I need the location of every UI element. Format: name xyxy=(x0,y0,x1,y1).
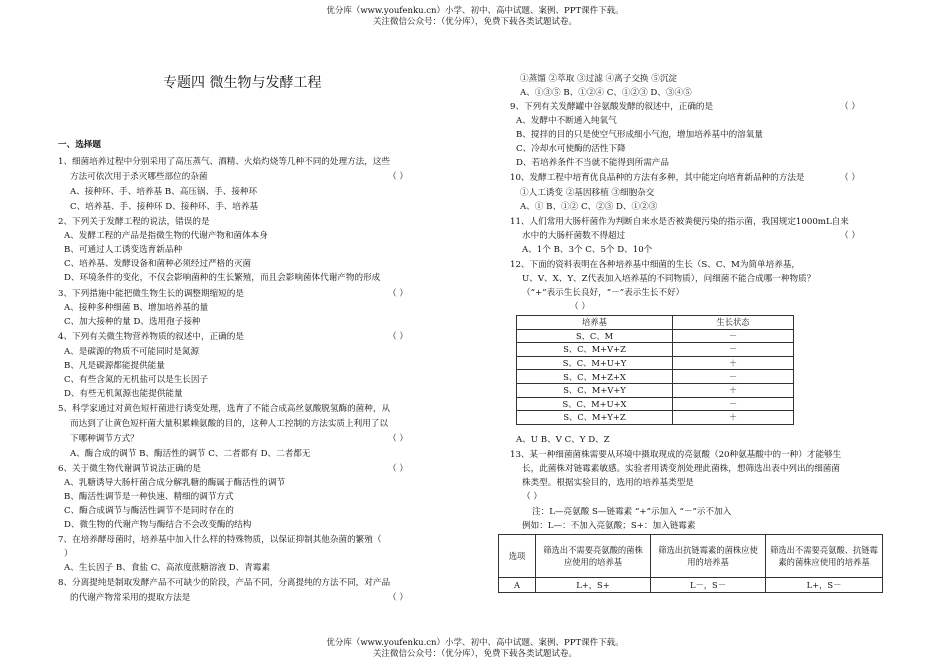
table-row xyxy=(517,411,794,425)
page-title: 专题四 微生物与发酵工程 xyxy=(163,75,322,91)
answer-bracket: （ ） xyxy=(388,593,408,603)
footer-line-1: 优分库（www.youfenku.cn）小学、初中、高中试题、案例、PPT课件下载。 xyxy=(326,638,624,648)
answer-bracket: （ ） xyxy=(840,102,860,112)
table-header-cell: 培养基 xyxy=(517,316,673,330)
table-cell: － xyxy=(673,370,794,384)
table-row xyxy=(517,397,794,411)
table-row xyxy=(517,383,794,397)
table-header-cell: 选项 xyxy=(499,535,536,578)
page-footer xyxy=(0,638,950,660)
answer-bracket: （ ） xyxy=(388,172,408,182)
section-heading: 一、选择题 xyxy=(58,140,101,150)
answer-bracket: （ ） xyxy=(388,434,408,444)
table-row xyxy=(517,356,794,370)
selection-table xyxy=(498,534,883,593)
page-header xyxy=(0,6,950,28)
answer-bracket: （ ） xyxy=(840,231,860,241)
table-row xyxy=(517,343,794,357)
table-row xyxy=(499,578,883,593)
table-cell: S、C、M xyxy=(517,329,673,343)
answer-bracket: （ ） xyxy=(840,173,860,183)
table-row xyxy=(517,329,794,343)
table-header-row xyxy=(499,535,883,578)
growth-table xyxy=(516,315,794,425)
table-cell: S、C、M+Y+Z xyxy=(517,411,673,425)
table-cell: S、C、M+V+Y xyxy=(517,383,673,397)
header-line-1: 优分库（www.youfenku.cn）小学、初中、高中试题、案例、PPT课件下载。 xyxy=(326,6,624,16)
table-cell: ＋ xyxy=(673,383,794,397)
table-cell: ＋ xyxy=(673,356,794,370)
table-header-cell: 筛选出不需要亮氨酸、抗链霉素的菌株应使用的培养基 xyxy=(766,535,883,578)
table-header-row xyxy=(517,316,794,330)
table-cell: A xyxy=(499,578,536,593)
table-cell: ＋ xyxy=(673,411,794,425)
table-cell: － xyxy=(673,397,794,411)
header-line-2: 关注微信公众号：（优分库），免费下载各类试题试卷。 xyxy=(372,17,577,27)
footer-line-2: 关注微信公众号：（优分库），免费下载各类试题试卷。 xyxy=(372,649,577,659)
question-12-options: A、U B、V C、Y D、Z xyxy=(516,435,610,445)
table-cell: L－，S－ xyxy=(651,578,766,593)
answer-bracket: （ ） xyxy=(388,464,408,474)
table-cell: S、C、M+U+X xyxy=(517,397,673,411)
table-cell: S、C、M+U+Y xyxy=(517,356,673,370)
answer-bracket: （ ） xyxy=(388,289,408,299)
table-cell: L+，S+ xyxy=(536,578,651,593)
table-cell: － xyxy=(673,343,794,357)
table-cell: － xyxy=(673,329,794,343)
table-cell: S、C、M+Z+X xyxy=(517,370,673,384)
table-cell: S、C、M+V+Z xyxy=(517,343,673,357)
table-header-cell: 筛选出抗链霉素的菌株应使用的培养基 xyxy=(651,535,766,578)
answer-bracket: （ ） xyxy=(388,332,408,342)
table-row xyxy=(517,370,794,384)
table-cell: L+，S－ xyxy=(766,578,883,593)
table-header-cell: 生长状态 xyxy=(673,316,794,330)
table-header-cell: 筛选出不需要亮氨酸的菌株应使用的培养基 xyxy=(536,535,651,578)
